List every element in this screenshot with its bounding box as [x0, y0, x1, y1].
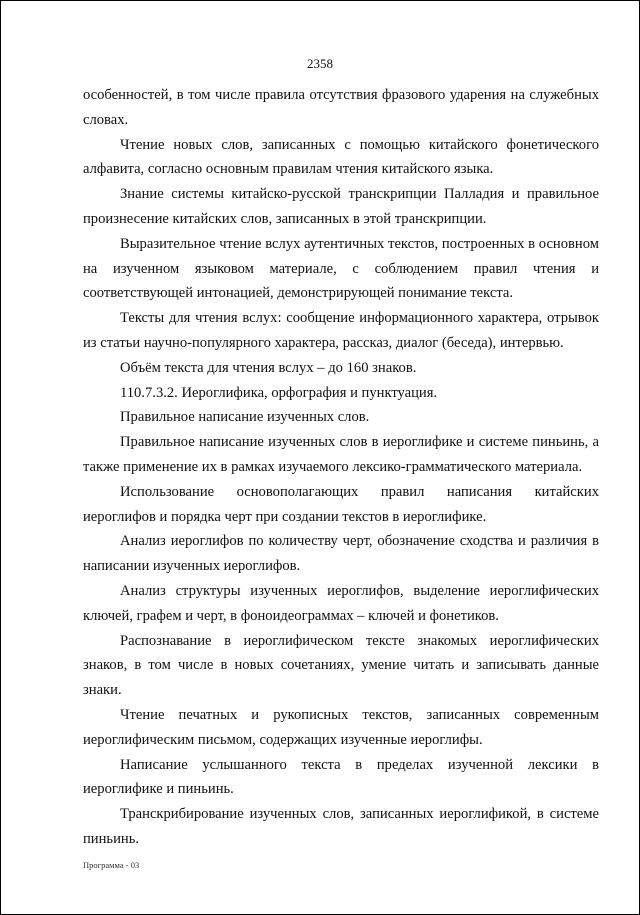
document-body [83, 83, 599, 852]
paragraph-5: Тексты для чтения вслух: сообщение информационного характера, отрывок из статьи научно-популярного характера, рассказ, диалог (беседа), интервью. [83, 310, 599, 351]
paragraph-10: Использование основополагающих правил написания китайских иероглифов и порядка черт при создании текстов в иероглифике. [83, 483, 599, 525]
page-number: 2358 [307, 56, 333, 71]
paragraph-14: Чтение печатных и рукописных текстов, записанных современным иероглифическим письмом, содержащих изученные иероглифы. [83, 706, 599, 748]
paragraph-8: Правильное написание изученных слов. [120, 409, 370, 426]
paragraph-1: особенностей, в том числе правила отсутствия фразового ударения на служебных словах. [83, 87, 599, 128]
paragraph-3: Знание системы китайско-русской транскрипции Палладия и правильное произнесение китайских слов, записанных в этой транскрипции. [83, 186, 599, 227]
page-footer: Программа - 03 [83, 860, 140, 870]
paragraph-15: Написание услышанного текста в пределах изученной лексики в иероглифике и пиньинь. [83, 756, 599, 798]
paragraph-4: Выразительное чтение вслух аутентичных текстов, построенных в основном на изученном языковом материале, с соблюдением правил чтения и соответствующей интонацией, демонстрирующей понимание текста. [83, 235, 599, 302]
paragraph-16: Транскрибирование изученных слов, записанных иероглификой, в системе пиньинь. [83, 806, 599, 847]
paragraph-13: Распознавание в иероглифическом тексте знакомых иероглифических знаков, в том числе в новых сочетаниях, умение читать и записывать данные знаки. [83, 632, 599, 699]
paragraph-6: Объём текста для чтения вслух – до 160 знаков. [120, 359, 417, 376]
paragraph-2: Чтение новых слов, записанных с помощью китайского фонетического алфавита, согласно основным правилам чтения китайского языка. [83, 136, 599, 178]
paragraph-9: Правильное написание изученных слов в иероглифике и системе пиньинь, а также применение их в рамках изучаемого лексико-грамматического материала. [83, 434, 599, 475]
section-heading: 110.7.3.2. Иероглифика, орфография и пунктуация. [120, 384, 438, 401]
paragraph-12: Анализ структуры изученных иероглифов, выделение иероглифических ключей, графем и черт, в фоноидеограммах – ключей и фонетиков. [83, 582, 599, 624]
paragraph-11: Анализ иероглифов по количеству черт, обозначение сходства и различия в написании изученных иероглифов. [83, 533, 599, 575]
